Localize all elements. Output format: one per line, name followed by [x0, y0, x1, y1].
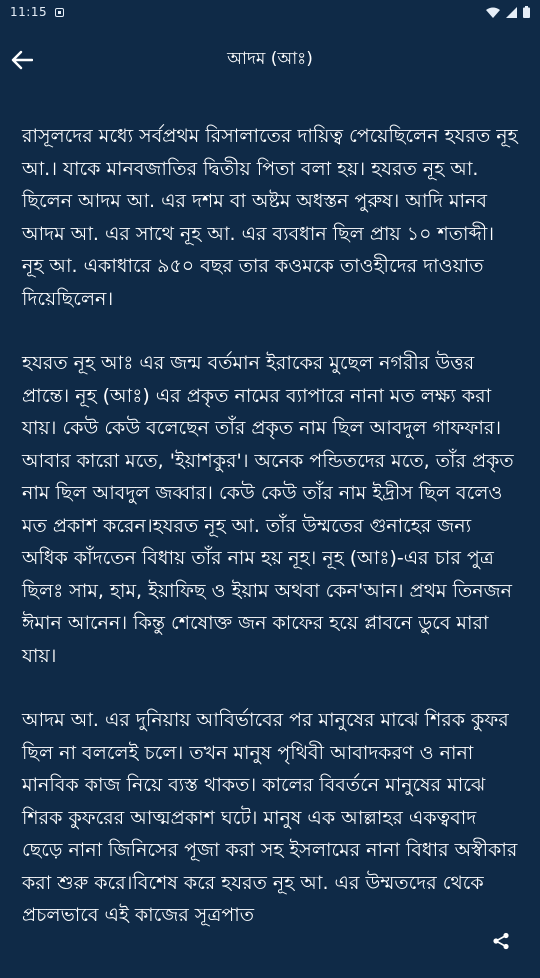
notification-icon	[55, 8, 64, 17]
arrow-left-icon	[11, 50, 33, 74]
status-bar	[0, 0, 540, 24]
page-title: আদম (আঃ)	[227, 49, 313, 69]
article-paragraph-3: আদম আ. এর দুনিয়ায় আবির্ভাবের পর মানুষের মাঝে শিরক কুফর ছিল না বললেই চলে। তখন মানুষ পৃথিবী আবাদকরণ ও নানা মানবিক কাজ নিয়ে ব্যস্ত থাকত। কালের বিবর্তনে মানুষের মাঝে শিরক কুফরের আত্মপ্রকাশ ঘটে। মানুষ এক আল্লাহর একত্ববাদ ছেড়ে নানা জিনিসের পূজা করা সহ ইসলামের নানা বিধার অস্বীকার করা শুরু করে।বিশেষ করে হযরত নূহ আ. এর উম্মতদের থেকে প্রচলভাবে এই কাজের সূত্রপাত	[22, 709, 518, 926]
article-paragraph-1: রাসূলদের মধ্যে সর্বপ্রথম রিসালাতের দায়িত্ব পেয়েছিলেন হযরত নূহ আ.। যাকে মানবজাতির দ্বিতীয় পিতা বলা হয়। হযরত নূহ আ. ছিলেন আদম আ. এর দশম বা অষ্টম অধস্তন পুরুষ। আদি মানব আদম আ. এর সাথে নূহ আ. এর ব্যবধান ছিল প্রায় ১০ শতাব্দী। নূহ আ. একাধারে ৯৫০ বছর তার কওমকে তাওহীদের দাওয়াত দিয়েছিলেন।	[22, 125, 518, 310]
app-bar	[0, 24, 540, 100]
share-button[interactable]	[488, 930, 514, 956]
status-icons	[486, 6, 530, 18]
signal-icon	[506, 7, 517, 18]
article-paragraph-2: হযরত নূহ আঃ এর জন্ম বর্তমান ইরাকের মুছেল নগরীর উত্তর প্রান্তে। নূহ (আঃ) এর প্রকৃত নামের ব্যাপারে নানা মত লক্ষ্য করা যায়। কেউ কেউ বলেছেন তাঁর প্রকৃত নাম ছিল আবদুল গাফফার। আবার কারো মতে, 'ইয়াশকুর'। অনেক পন্ডিতদের মতে, তাঁর প্রকৃত নাম ছিল আবদুল জব্বার। কেউ কেউ তাঁর নাম ইদ্রীস ছিল বলেও মত প্রকাশ করেন।হযরত নূহ আ. তাঁর উম্মতের গুনাহের জন্য অধিক কাঁদতেন বিধায় তাঁর নাম হয় নূহ। নূহ (আঃ)-এর চার পুত্র ছিলঃ সাম, হাম, ইয়াফিছ ও ইয়াম অথবা কেন'আন। প্রথম তিনজন ঈমান আনেন। কিন্তু শেষোক্ত জন কাফের হয়ে প্লাবনে ডুবে মারা যায়।	[22, 352, 514, 667]
article-content	[22, 120, 520, 964]
back-button[interactable]	[4, 44, 40, 80]
battery-icon	[523, 6, 530, 18]
share-icon	[492, 932, 510, 954]
status-time: 11:15	[10, 5, 48, 19]
wifi-icon	[486, 7, 500, 18]
